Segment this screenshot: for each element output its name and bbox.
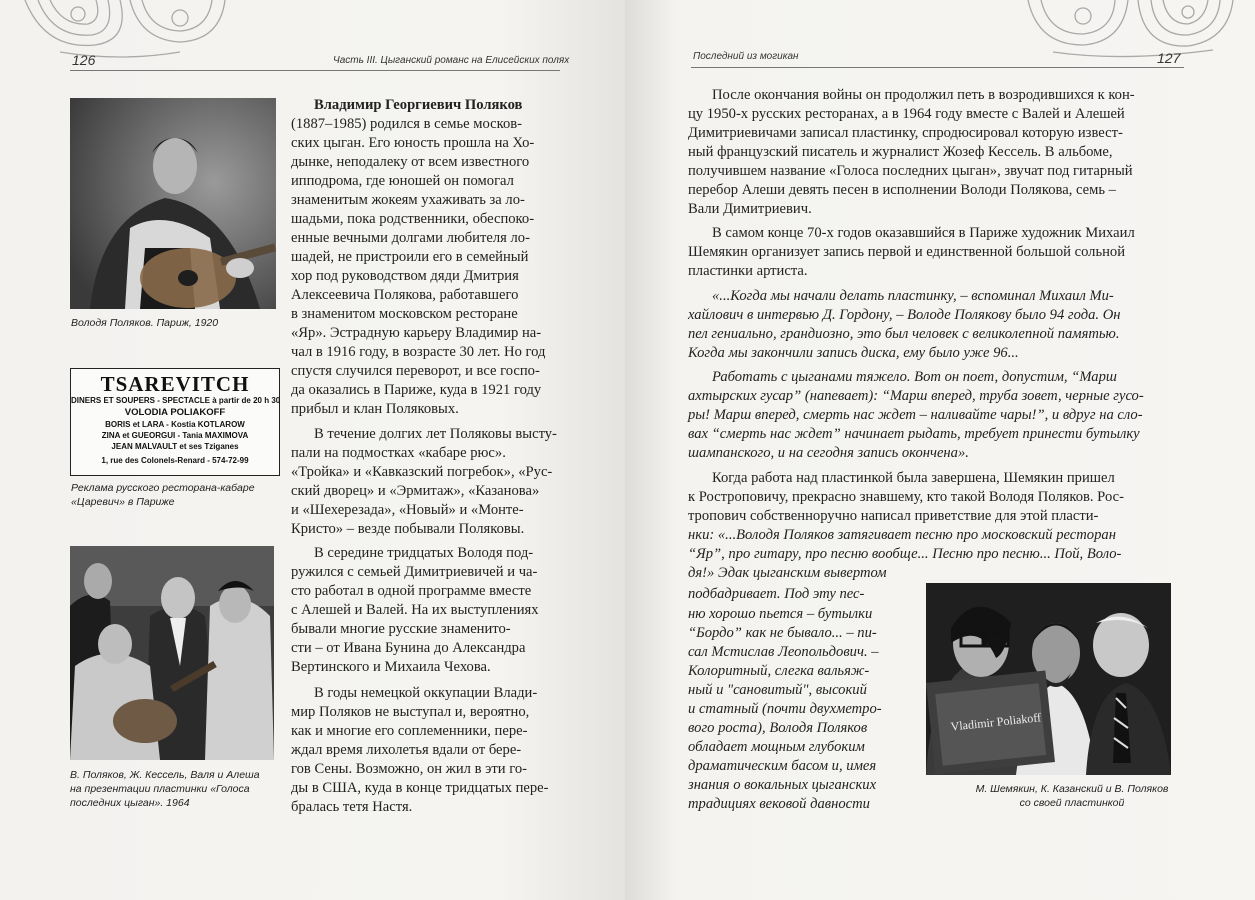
quote-line: пел гениально, грандиозно, это был человек с великолепной памятью. [688, 326, 1120, 342]
body-line: В середине тридцатых Володя под- [314, 545, 534, 561]
body-line: Вертинского и Михаила Чехова. [291, 659, 491, 675]
photo-group-caption-line: последних цыган». 1964 [70, 797, 190, 809]
body-line: (1887–1985) родился в семье москов- [291, 116, 523, 132]
body-line: сти – от Ивана Бунина до Александра [291, 640, 526, 656]
ad-caption-line: Реклама русского ресторана-кабаре [71, 482, 255, 494]
body-line: В годы немецкой оккупации Влади- [314, 685, 538, 701]
page-number: 127 [1157, 50, 1181, 66]
quote-line: нки: «...Володя Поляков затягивает песню про московский ресторан [688, 527, 1116, 543]
body-line: как и многие его соплеменники, пере- [291, 723, 528, 739]
ad-headliner: VOLODIA POLIAKOFF [124, 407, 226, 418]
body-line: шадьми, пока родственники, обеспоко- [291, 211, 535, 227]
body-line: Димитриевичами записал пластинку, спродюсировал которую извест- [688, 125, 1123, 141]
body-line: ских цыган. Его юность прошла на Хо- [291, 135, 535, 151]
photo-trio-caption [972, 782, 1172, 810]
quote-line: дя!» Эдак цыганским вывертом [688, 565, 887, 581]
running-head: Последний из могикан [693, 51, 799, 62]
photo-trio-caption-line: М. Шемякин, К. Казанский и В. Поляков [975, 783, 1169, 795]
body-line: ипподрома, где юношей он помогал [291, 173, 514, 189]
quote-line: Работать с цыганами тяжело. Вот он поет, допустим, “Марш [712, 369, 1117, 385]
body-line: бывали многие русские знаменито- [291, 621, 511, 637]
body-line: получившем название «Голоса последних цыган», звучат под гитарный [688, 163, 1133, 179]
body-line: дынке, неподалеку от всем известного [291, 154, 530, 170]
quote-line: вого роста), Володя Поляков [688, 720, 868, 736]
body-line: В самом конце 70-х годов оказавшийся в Париже художник Михаил [712, 225, 1135, 241]
body-line: мир Поляков не выступал и, вероятно, [291, 704, 530, 720]
quote-line: ню хорошо пьется – бутылки [688, 606, 873, 622]
photo-group-caption-line: В. Поляков, Ж. Кессель, Валя и Алеша [70, 769, 260, 781]
quote-line: “Яр”, про гитару, про песню вообще... Песню про песню... Пой, Воло- [688, 546, 1122, 562]
ad-line: BORIS et LARA - Kostia KOTLAROW [105, 420, 245, 429]
ad-brand: TSAREVITCH [100, 372, 250, 396]
ad-caption [71, 481, 255, 509]
quote-line: хайлович в интервью Д. Гордону, – Володе Полякову было 94 года. Он [688, 307, 1121, 323]
quote-line: вах “смерть нас ждет” начинает рыдать, требует принести бутылку [688, 426, 1140, 442]
body-line: шадей, не пристроили его в семейный [291, 249, 529, 265]
body-line: Вали Димитриевич. [688, 201, 812, 217]
body-line: Когда работа над пластинкой была завершена, Шемякин пришел [712, 470, 1115, 486]
body-line: ды в США, куда в конце тридцатых пере- [291, 780, 549, 796]
photo-group [70, 546, 274, 760]
ad-line: DINERS ET SOUPERS - SPECTACLE à partir de 20 h 30 [71, 396, 281, 405]
quote-line: шампанского, и на сегодня запись окончена». [688, 445, 969, 461]
body-line: «Яр». Эстрадную карьеру Владимир на- [291, 325, 542, 341]
body-line: сто работал в одной программе вместе [291, 583, 532, 599]
body-line: ский дворец» и «Эрмитаж», «Казанова» [291, 483, 540, 499]
body-line: в знаменитом московском ресторане [291, 306, 518, 322]
body-line: знаменитым жокеям ухаживать за ло- [291, 192, 525, 208]
photo-guitarist [70, 98, 276, 309]
tsarevitch-advertisement [70, 368, 280, 476]
body-line: хор под руководством дяди Дмитрия [291, 268, 519, 284]
running-head: Часть III. Цыганский романс на Елисейских полях [333, 55, 570, 66]
quote-line: ахтырских гусар” (напевает): “Марш вперед, труба зовет, черные гусо- [688, 388, 1144, 404]
body-line: с Алешей и Валей. На их выступлениях [291, 602, 539, 618]
quote-line: «...Когда мы начали делать пластинку, – вспоминал Михаил Ми- [712, 288, 1114, 304]
photo-guitarist-caption: Володя Поляков. Париж, 1920 [71, 317, 219, 329]
quote-line: знания о вокальных цыганских [688, 777, 877, 793]
quote-line: и статный (почти двухметро- [688, 701, 882, 717]
body-line: ружился с семьей Димитриевичей и ча- [291, 564, 538, 580]
body-line: После окончания войны он продолжил петь в возродившихся к кон- [712, 87, 1135, 103]
body-line: ждал время лихолетья вдали от бере- [291, 742, 522, 758]
ad-line: ZINA et GUEORGUI - Tania MAXIMOVA [101, 431, 249, 440]
ad-address: 1, rue des Colonels-Renard - 574-72-99 [101, 456, 249, 465]
left-page [0, 0, 625, 900]
quote-line: Когда мы закончили запись диска, ему было уже 96... [688, 345, 1019, 361]
body-line: к Ростроповичу, прекрасно знавшему, кто такой Володя Поляков. Рос- [688, 489, 1124, 505]
quote-line: “Бордо” как не бывало... – пи- [688, 625, 877, 641]
paisley-ornament [20, 0, 230, 58]
quote-line: ный и "сановитый", высокий [688, 682, 867, 698]
body-line: прибыл и клан Поляковых. [291, 401, 459, 417]
quote-line: Колоритный, слегка вальяж- [688, 663, 870, 679]
body-line: и «Шехерезада», «Новый» и «Монте- [291, 502, 524, 518]
body-line: бралась тетя Настя. [291, 799, 413, 815]
photo-group-caption [70, 768, 260, 810]
body-line: «Тройка» и «Кавказский погребок», «Рус- [291, 464, 553, 480]
ad-line: JEAN MALVAULT et ses Tziganes [111, 442, 239, 451]
quote-line: ры! Марш вперед, смерть нас ждет – наливайте чары!”, и вдруг на сло- [688, 407, 1143, 423]
header-rule [691, 67, 1184, 68]
body-line: Кристо» – везде побывали Поляковы. [291, 521, 525, 537]
body-line: да оказались в Париже, куда в 1921 году [291, 382, 542, 398]
body-line: ный французский писатель и журналист Жозеф Кессель. В альбоме, [688, 144, 1113, 160]
body-line: В течение долгих лет Поляковы высту- [314, 426, 557, 442]
body-line: чал в 1916 году, в возрасте 30 лет. Но год [291, 344, 546, 360]
body-line: перебор Алеши девять песен в исполнении Володи Полякова, семь – [688, 182, 1116, 198]
quote-line: подбадривает. Под эту пес- [688, 586, 865, 602]
quote-line: драматическим басом и, имея [688, 758, 877, 774]
body-line: пластинки артиста. [688, 263, 808, 279]
body-line: цу 1950-х русских ресторанах, а в 1964 году вместе с Валей и Алешей [688, 106, 1125, 122]
page-number: 126 [72, 52, 96, 68]
quote-line: сал Мстислав Леопольдович. – [688, 644, 879, 660]
record-cover-text: Vladimir Poliakoff [949, 710, 1042, 734]
body-line: Алексеевича Полякова, работавшего [291, 287, 519, 303]
body-line: енные вечными долгами любителя ло- [291, 230, 530, 246]
photo-trio-with-record [926, 583, 1171, 775]
quote-line: обладает мощным глубоким [688, 739, 865, 755]
quote-line: традициях вековой давности [688, 796, 870, 812]
person-name: Владимир Георгиевич Поляков [314, 97, 523, 113]
body-line: гов Сены. Возможно, он жил в эти го- [291, 761, 528, 777]
ad-caption-line: «Царевич» в Париже [71, 496, 175, 508]
photo-group-caption-line: на презентации пластинки «Голоса [70, 783, 250, 795]
body-line: Шемякин организует запись первой и единственной большой сольной [688, 244, 1126, 260]
photo-trio-caption-line: со своей пластинкой [1019, 797, 1125, 809]
body-line: пали на подмостках «кабаре рюс». [291, 445, 506, 461]
right-page [625, 0, 1255, 900]
body-line: тропович собственноручно написал приветствие для этой пласти- [688, 508, 1099, 524]
body-line: спустя случился переворот, и все госпо- [291, 363, 540, 379]
header-rule [70, 70, 560, 71]
paisley-ornament [1023, 0, 1238, 58]
